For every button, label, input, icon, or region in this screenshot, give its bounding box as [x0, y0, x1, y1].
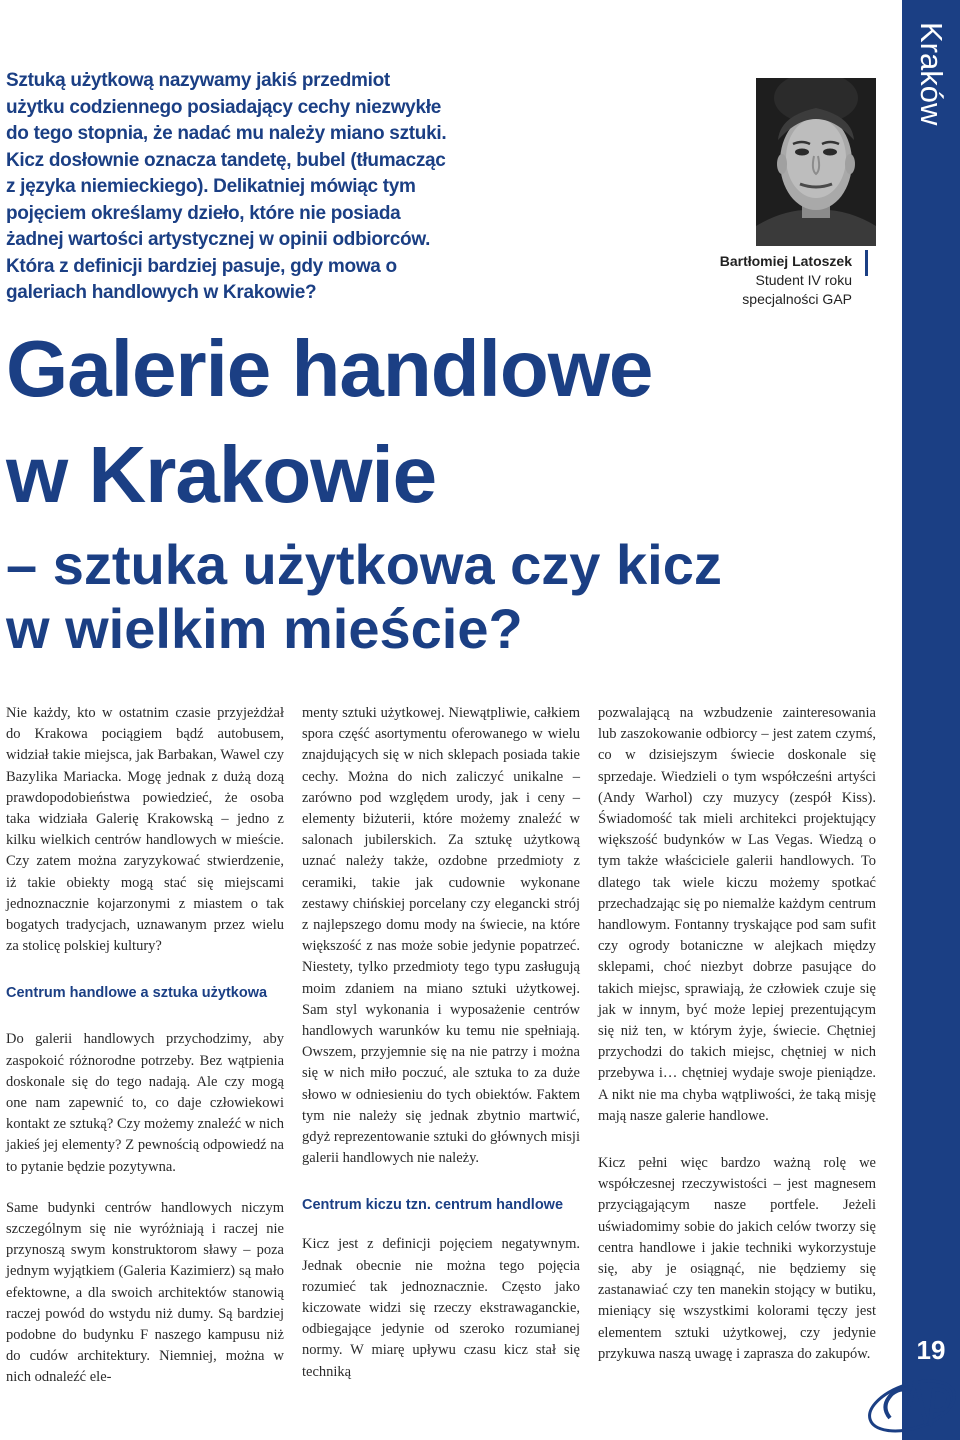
section-label-text: Kraków	[914, 22, 949, 126]
col2-paragraph-2: Kicz jest z definicji pojęciem negatywnym. Jednak obecnie nie można tego pojęcia rozumieć tak jednoznacznie. Często jako kiczowate widzi się rzeczy ekstrawaganckie, odbiegające jedynie od szeroko rozumianej normy. W miarę upływu czasu kicz stał się techniką	[302, 1236, 580, 1380]
author-year: Student IV roku	[755, 272, 852, 288]
lead-paragraph: Sztuką użytkową nazywamy jakiś przedmiot użytku codziennego posiadający cechy niezwykłe do tego stopnia, że nadać mu należy miano sztuki. Kicz dosłownie oznacza tandetę, bubel (tłumacząc z języka niemieckiego). Delikatniej mówiąc tym pojęciem określamy dzieło, które nie posiada żadnej wartości artystycznej w opinii odbiorców. Która z definicji bardziej pasuje, gdy mowa o galeriach handlowych w Krakowie?	[6, 70, 447, 303]
author-portrait	[756, 78, 876, 246]
body-column-2	[302, 703, 580, 1383]
subtitle-line-2: w wielkim mieście?	[6, 597, 523, 660]
col1-section-heading: Centrum handlowe a sztuka użytkowa	[6, 985, 268, 1002]
body-column-1	[6, 703, 284, 1389]
caption-accent-bar	[865, 250, 868, 276]
headline-line-1: Galerie handlowe	[6, 324, 653, 413]
body-column-3	[598, 703, 876, 1365]
col2-paragraph-1: menty sztuki użytkowej. Niewątpliwie, całkiem spora część asortymentu oferowanego w wielu znajdujących się w nich sklepach posiada takie cechy. Można do nich zaliczyć unikalne – zarówno pod względem urody, jak i ceny – elementy biżuterii, które możemy znaleźć w salonach jubilerskich. Za sztukę użytkową uznać należy także, ozdobne przedmioty z ceramiki, takie jak cudownie wykonane zestawy chińskiej porcelany czy elegancki strój z najlepszego domu mody na świecie, na które większość z nas może sobie jedynie popatrzeć. Niestety, tylko przedmioty tego typu zasługują moim zdaniem na miano sztuki użytkowej. Sam styl wykonania i wyposażenie centrów handlowych warunków ku temu nie spełniają. Owszem, przyjemnie się na nie patrzy i można się w nich miło poczuć, ale sztuka to za duże słowo w odniesieniu do tych obiektów. Faktem tym nie należy się jednak zbytnio martwić, gdyż reprezentowanie sztuki do głównych misji galerii handlowych nie należy.	[302, 705, 580, 1167]
author-name: Bartłomiej Latoszek	[719, 253, 852, 269]
page-number: 19	[916, 1335, 946, 1365]
col1-paragraph-3: Same budynki centrów handlowych niczym szczególnym się nie wyróżniają i raczej nie przynoszą swym konstruktorom sławy – poza jednym wyjątkiem (Galeria Kazimierz) są mało efektowne, a dla swoich architektów stanowią raczej powód do wstydu niż dumy. Są bardziej podobne do budynku F naszego kampusu niż do cudów architektury. Niemniej, można w nich odnaleźć ele-	[6, 1199, 284, 1386]
col2-section-heading: Centrum kiczu tzn. centrum handlowe	[302, 1197, 564, 1214]
col1-paragraph-2: Do galerii handlowych przychodzimy, aby zaspokoić różnorodne potrzeby. Bez wątpienia doskonale się do tego nadają. Ale czy mogą one nam zapewnić to, co daje człowiekowi kontakt ze sztuką? Czy możemy znaleźć w nich jakieś jej elementy? Z pewnością odpowiedź na to pytanie będzie pozytywna.	[6, 1031, 284, 1175]
col3-paragraph-1: pozwalającą na wzbudzenie zainteresowania lub zaszokowanie odbiorcy – jest zatem czymś, co w dzisiejszym świecie doskonale się sprzedaje. Wiedzieli o tym współcześni artyści (Andy Warhol) czy muzycy (zespół Kiss). Świadomość tak mieli architekci projektujący większość budynków w Las Vegas. Wiedzą o tym także właściciele galerii handlowych. To dlatego tak wiele kiczu możemy spotkać przechadzając się po niemalże każdym centrum handlowym. Fontanny tryskające pod sam sufit czy ogrody botaniczne w alejkach między sklepami, choć niezbyt dobrze pasujące do takich miejsc, sprawiają, że człowiek czuje się jak w innym, być może lepiej prezentującym się niż ten, w którym żyje, świecie. Chętniej przychodzi do takich miejsc, chętniej w nich przebywa i… chętniej wydaje swoje pieniądze. A nikt nie ma chyba wątpliwości, że taką misję mają nasze galerie handlowe.	[598, 705, 876, 1124]
author-specialization: specjalności GAP	[742, 291, 852, 307]
portrait-image	[756, 78, 876, 246]
col1-paragraph-1: Nie każdy, kto w ostatnim czasie przyjeżdżał do Krakowa pociągiem bądź autobusem, widział takie miejsca, jak Barbakan, Wawel czy Bazylika Mariacka. Mogę jednak z dużą dozą prawdopodobieństwa powiedzieć, że osoba taka widziała Galerię Krakowską – jedno z kilku wielkich centrów handlowych w mieście. Czy zatem można zaryzykować stwierdzenie, iż takie obiekty mogą stać się miejscami jednoznacznie kojarzonymi z miastem o tak bogatych tradycjach, uznawanym przez wielu za stolicę polskiej kultury?	[6, 705, 284, 955]
gap-logo-icon	[860, 1366, 960, 1436]
col3-paragraph-2: Kicz pełni więc bardzo ważną rolę we współczesnej rzeczywistości – jest magnesem przyciągającym nasze portfele. Jeżeli uświadomimy sobie do jakich celów tworzy się centra handlowe i jakie techniki wykorzystuje się, aby je osiągnąć, nie będziemy się zastanawiać czy ten manekin stojący w butiku, mieniący się wszystkimi kolorami tęczy jest elementem sztuki użytkowej, czy jedynie przykuwa naszą uwagę i zaprasza do zakupów.	[598, 1155, 876, 1362]
section-label	[908, 22, 954, 182]
headline-line-2: w Krakowie	[6, 430, 437, 519]
section-sidebar	[902, 0, 960, 1440]
subtitle-line-1: – sztuka użytkowa czy kicz	[6, 533, 722, 596]
